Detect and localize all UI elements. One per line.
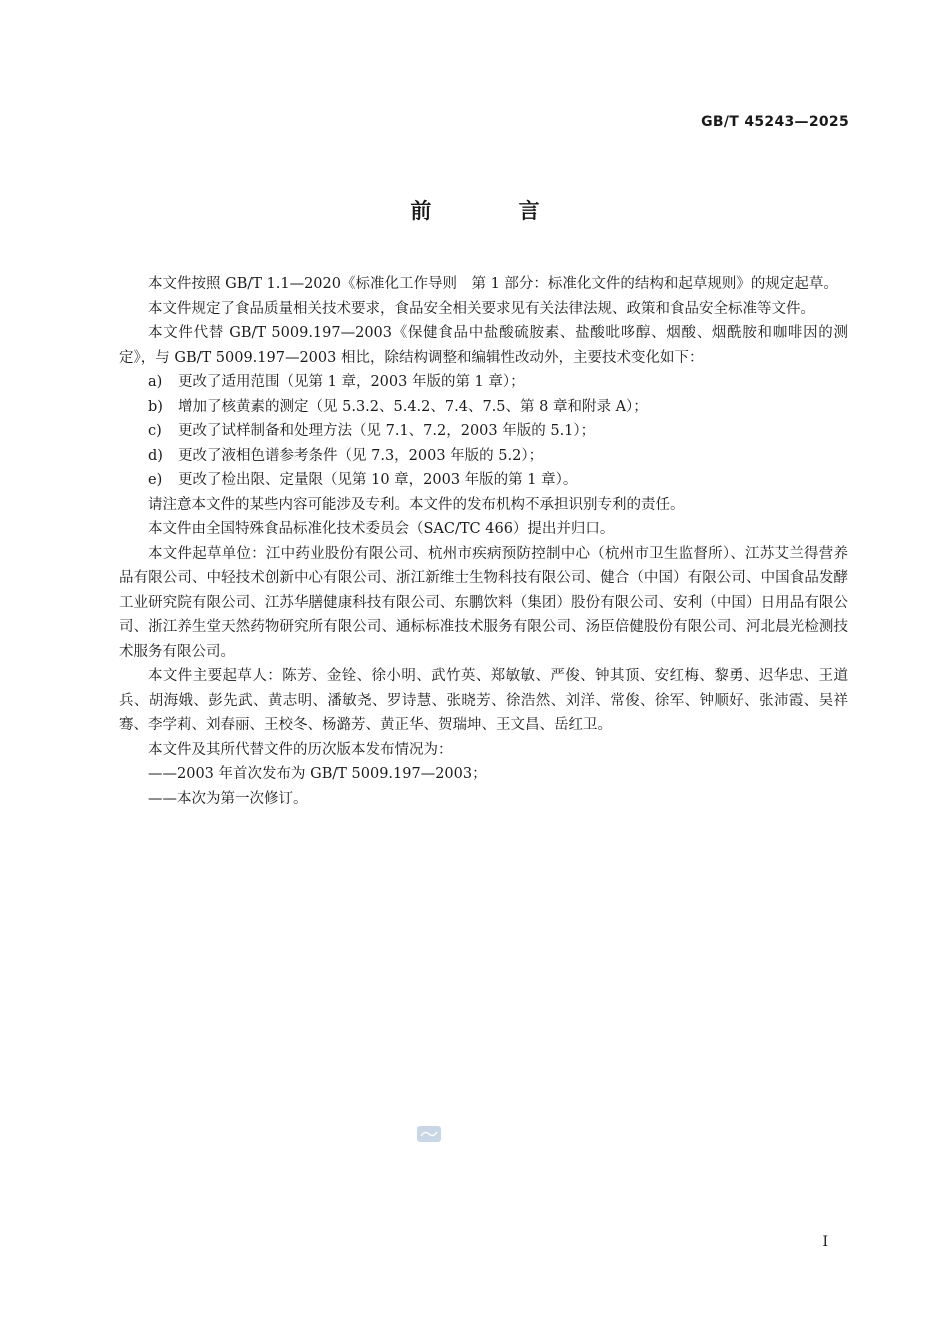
paragraph-history-intro: 本文件及其所代替文件的历次版本发布情况为： — [148, 741, 453, 758]
change-marker: b) — [148, 398, 163, 415]
paragraph-replacement: 本文件代替 GB/T 5009.197—2003《保健食品中盐酸硫胺素、盐酸吡哆醇、烟酸、烟酰胺和咖啡因的测定》，与 GB/T 5009.197—2003 相比，除结构调整和编辑性改动外，主要技术变化如下： — [119, 325, 848, 366]
change-marker: d) — [148, 447, 163, 464]
sac-watermark-logo — [416, 1124, 442, 1144]
paragraph-scope: 本文件规定了食品质量相关技术要求，食品安全相关要求见有关法律法规、政策和食品安全标准等文件。 — [148, 300, 815, 317]
change-text: 增加了核黄素的测定（见 5.3.2、5.4.2、7.4、7.5、第 8 章和附录 A）； — [178, 398, 648, 415]
change-item — [119, 468, 848, 493]
change-item — [119, 444, 848, 469]
change-text: 更改了适用范围（见第 1 章，2003 年版的第 1 章）； — [178, 374, 525, 390]
paragraph-drafters: 本文件主要起草人：陈芳、金铨、徐小明、武竹英、郑敏敏、严俊、钟其顶、安红梅、黎勇、迟华忠、王道兵、胡海娥、彭先武、黄志明、潘敏尧、罗诗慧、张晓芳、徐浩然、刘洋、常俊、徐军、钟顺好、张沛霞、吴祥骞、李学莉、刘春丽、王校冬、杨潞芳、黄正华、贺瑞坤、王文昌、岳红卫。 — [119, 668, 848, 733]
change-marker: e) — [148, 472, 163, 488]
change-item — [119, 395, 848, 420]
change-item — [119, 419, 848, 444]
paragraph-drafting-rules: 本文件按照 GB/T 1.1—2020《标准化工作导则 第 1 部分：标准化文件的结构和起草规则》的规定起草。 — [148, 276, 838, 292]
foreword-body — [119, 272, 848, 811]
history-item: ——2003 年首次发布为 GB/T 5009.197—2003； — [148, 766, 487, 782]
paragraph-committee: 本文件由全国特殊食品标准化技术委员会（SAC/TC 466）提出并归口。 — [148, 521, 615, 537]
page-number: I — [822, 1234, 828, 1250]
paragraph-patent: 请注意本文件的某些内容可能涉及专利。本文件的发布机构不承担识别专利的责任。 — [148, 496, 685, 513]
change-marker: a) — [148, 374, 163, 390]
change-text: 更改了液相色谱参考条件（见 7.3，2003 年版的 5.2）； — [178, 447, 544, 464]
change-text: 更改了试样制备和处理方法（见 7.1、7.2，2003 年版的 5.1）； — [178, 423, 596, 439]
page-title: 前 言 — [410, 199, 580, 223]
paragraph-drafting-units: 本文件起草单位：江中药业股份有限公司、杭州市疾病预防控制中心（杭州市卫生监督所）、江苏艾兰得营养品有限公司、中轻技术创新中心有限公司、浙江新维士生物科技有限公司、健合（中国）有限公司、中国食品发酵工业研究院有限公司、江苏华膳健康科技有限公司、东鹏饮料（集团）股份有限公司、安利（中国）日用品有限公司、浙江养生堂天然药物研究所有限公司、通标标准技术服务有限公司、汤臣倍健股份有限公司、河北晨光检测技术服务有限公司。 — [119, 545, 848, 660]
change-item — [119, 370, 848, 395]
standard-number: GB/T 45243—2025 — [701, 114, 849, 130]
change-text: 更改了检出限、定量限（见第 10 章，2003 年版的第 1 章）。 — [178, 472, 578, 488]
history-item: ——本次为第一次修订。 — [148, 790, 308, 807]
change-marker: c) — [148, 423, 162, 439]
